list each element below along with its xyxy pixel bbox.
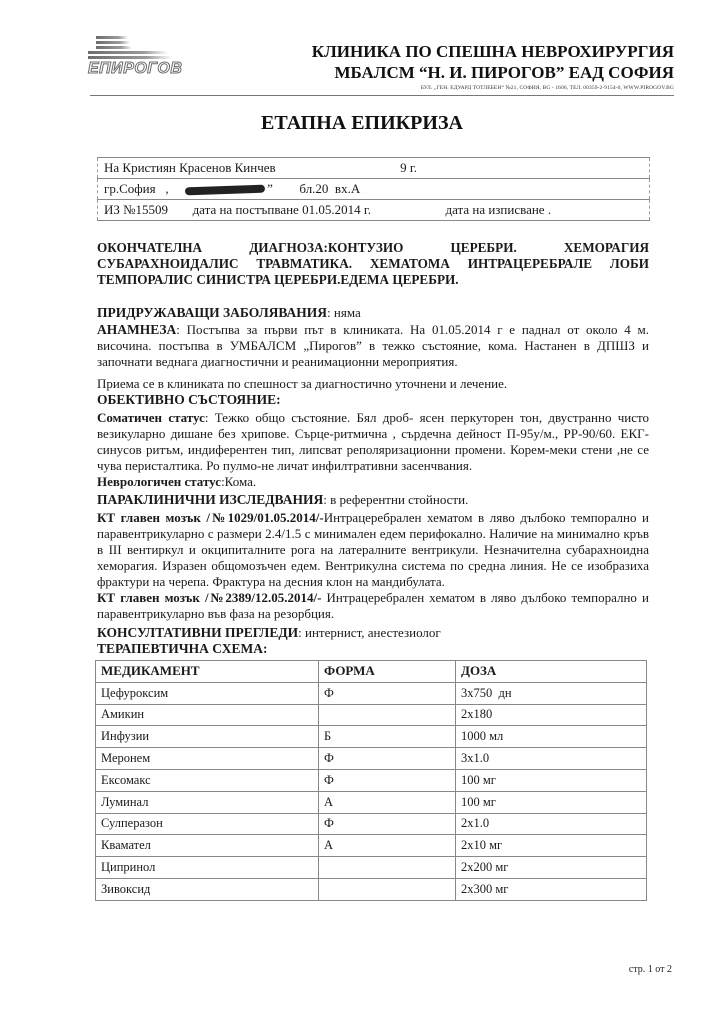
somatic-status (97, 410, 649, 474)
history-number: ИЗ №15509 (104, 202, 169, 217)
patient-info-table (97, 157, 650, 221)
table-row (96, 682, 647, 704)
medication-dose: 3x1.0 (456, 748, 647, 770)
consults-label: КОНСУЛТАТИВНИ ПРЕГЛЕДИ (97, 625, 299, 640)
header-divider (90, 95, 674, 96)
logo-stripe-icon (96, 36, 128, 39)
medication-form: Ф (319, 682, 456, 704)
ct-scan-2 (97, 590, 649, 622)
comorbidities-label: ПРИДРУЖАВАЩИ ЗАБОЛЯВАНИЯ (97, 305, 328, 320)
paraclinical-label: ПАРАКЛИНИЧНИ ИЗСЛЕДВАНИЯ (97, 492, 324, 507)
objective-status-heading: ОБЕКТИВНО СЪСТОЯНИЕ: (97, 392, 281, 407)
medication-form (319, 878, 456, 900)
diagnosis-word: ДИАГНОЗА:КОНТУЗИО (249, 240, 404, 255)
diagnosis-line1 (97, 240, 649, 256)
hospital-address: БУЛ. „ГЕН. ЕДУАРД ТОТЛЕБЕН“ №21, СОФИЯ, BG - 1606, ТЕЛ. 00359-2-9154-0, WWW.PIROGOV.BG (420, 85, 674, 91)
medication-name: Ексомакс (96, 769, 319, 791)
consultations (97, 625, 649, 641)
medication-name: Инфузии (96, 726, 319, 748)
ct1-label: КТ главен мозък /№1029/01.05.2014/- (97, 510, 324, 525)
table-row (96, 835, 647, 857)
paraclinical-tests (97, 492, 649, 508)
ct-scan-1 (97, 510, 649, 590)
medication-form: Б (319, 726, 456, 748)
logo-stripe-icon (96, 41, 130, 44)
patient-block: бл.20 вх.А (299, 181, 361, 196)
admission-note: Приема се в клиниката по спешност за диагностично уточнени и лечение. (97, 376, 508, 391)
discharge-date: дата на изписване . (445, 202, 552, 217)
diagnosis-word: ХЕМОРАГИЯ (563, 240, 649, 255)
medication-dose: 2x180 (456, 704, 647, 726)
page-number: стр. 1 от 2 (628, 964, 672, 975)
table-row (96, 813, 647, 835)
column-header-dose: ДОЗА (456, 661, 647, 683)
medication-dose: 2x300 мг (456, 878, 647, 900)
redaction-mark (185, 185, 265, 196)
table-row (96, 791, 647, 813)
table-row (96, 878, 647, 900)
table-header-row (96, 661, 647, 683)
patient-name-row (98, 158, 650, 179)
consults-text: : интернист, анестезиолог (298, 625, 441, 640)
table-row (96, 857, 647, 879)
document-title: ЕТАПНА ЕПИКРИЗА (261, 112, 463, 134)
patient-city: гр.София , (104, 181, 169, 196)
medication-dose: 2x10 мг (456, 835, 647, 857)
medication-dose: 2x1.0 (456, 813, 647, 835)
final-diagnosis (97, 240, 649, 288)
diagnosis-word: ЦЕРЕБРИ. (450, 240, 517, 255)
medication-name: Амикин (96, 704, 319, 726)
logo-stripe-icon (88, 51, 168, 54)
table-row (96, 704, 647, 726)
medication-name: Квамател (96, 835, 319, 857)
ct2-label: КТ главен мозък /№2389/12.05.2014/- (97, 590, 322, 605)
neuro-label: Неврологичен статус (97, 474, 222, 489)
neuro-text: :Кома. (221, 474, 257, 489)
medication-name: Ципринол (96, 857, 319, 879)
hospital-logo (88, 36, 238, 80)
medication-form (319, 704, 456, 726)
logo-stripe-icon (88, 56, 172, 59)
medication-form: А (319, 835, 456, 857)
column-header-form: ФОРМА (319, 661, 456, 683)
comorbidities (97, 305, 649, 321)
anamnesis-text: : Постъпва за първи път в клиниката. На 01.05.2014 г е паднал от около 4 м. височина. постъпва в УМБАЛСМ „Пирогов” в тежко състояние, кома. Настанен в ДПШЗ и започнати веднага диагностични и реанимационни мероприятия. (97, 322, 649, 369)
history-row (98, 200, 650, 221)
medication-name: Меронем (96, 748, 319, 770)
medication-dose: 3x750 дн (456, 682, 647, 704)
admission-date: дата на постъпване 01.05.2014 г. (192, 202, 371, 217)
redaction-quote: ” (267, 181, 273, 196)
table-row (96, 748, 647, 770)
medication-name: Сулперазон (96, 813, 319, 835)
neurological-status (97, 474, 649, 490)
anamnesis-label: АНАМНЕЗА (97, 322, 177, 337)
logo-stripe-icon (96, 46, 132, 49)
anamnesis (97, 322, 649, 370)
logo-text: ЕПИРОГОВ (88, 60, 183, 77)
table-row (96, 726, 647, 748)
medication-form (319, 857, 456, 879)
clinic-name: КЛИНИКА ПО СПЕШНА НЕВРОХИРУРГИЯ (311, 42, 674, 61)
medication-form: Ф (319, 769, 456, 791)
table-row (96, 769, 647, 791)
medication-form: Ф (319, 748, 456, 770)
diagnosis-word: ОКОНЧАТЕЛНА (97, 240, 203, 255)
therapy-heading: ТЕРАПЕВТИЧНА СХЕМА: (97, 641, 268, 656)
paraclinical-text: : в референтни стойности. (323, 492, 469, 507)
patient-name: На Кристиян Красенов Кинчев (104, 160, 276, 175)
ct2-text: Интрацеребрален хематом в ляво дълбоко темпорално и паравентрикуларно във фаза на резорбция. (97, 590, 649, 621)
medication-dose: 100 мг (456, 769, 647, 791)
medication-name: Цефуроксим (96, 682, 319, 704)
medication-dose: 1000 мл (456, 726, 647, 748)
comorbidities-value: : няма (327, 305, 361, 320)
medication-name: Зивоксид (96, 878, 319, 900)
medication-dose: 2x200 мг (456, 857, 647, 879)
medication-form: А (319, 791, 456, 813)
somatic-text: : Тежко общо състояние. Бял дроб- ясен перкуторен тон, двустранно чисто везикуларно дишане без хрипове. Сърце-ритмична , сърдечна дейност П-95у/м., РР-90/60. ЕКГ-синусов ритъм, индиферентен тип, липсват реполяризационни промени. Корем-меки стени ,не се чува перисталтика. Ро пулмо-не личат инфилтративни засенчвания. (97, 410, 650, 473)
ct1-text: Интрацеребрален хематом в ляво дълбоко темпорално и паравентрикуларно с размери 2.4/1.5 с минимален едем перифокално. Наличие на минимално кръв в III вентиркул и окципиталните рога на латералните вентрикули. Незначителна субарахноидна хеморагия. Изразен общомозъчен едем. Вентрикулна система по средна линия. Не се изобразиха фрактури на черепа. Фрактура на десния клон на мандибулата. (97, 510, 649, 589)
hospital-name: МБАЛСМ “Н. И. ПИРОГОВ” ЕАД СОФИЯ (334, 63, 674, 82)
diagnosis-text: СУБАРАХНОИДАЛИС ТРАВМАТИКА. ХЕМАТОМА ИНТРАЦЕРЕБРАЛЕ ЛОБИ ТЕМПОРАЛИС СИНИСТРА ЦЕРЕБРИ.ЕДЕМА ЦЕРЕБРИ. (97, 256, 649, 287)
medication-dose: 100 мг (456, 791, 647, 813)
medication-form: Ф (319, 813, 456, 835)
patient-address-row (98, 179, 650, 200)
patient-age: 9 г. (400, 160, 418, 175)
column-header-medication: МЕДИКАМЕНТ (96, 661, 319, 683)
medications-table (95, 660, 647, 901)
somatic-label: Соматичен статус (97, 410, 205, 425)
medication-name: Луминал (96, 791, 319, 813)
